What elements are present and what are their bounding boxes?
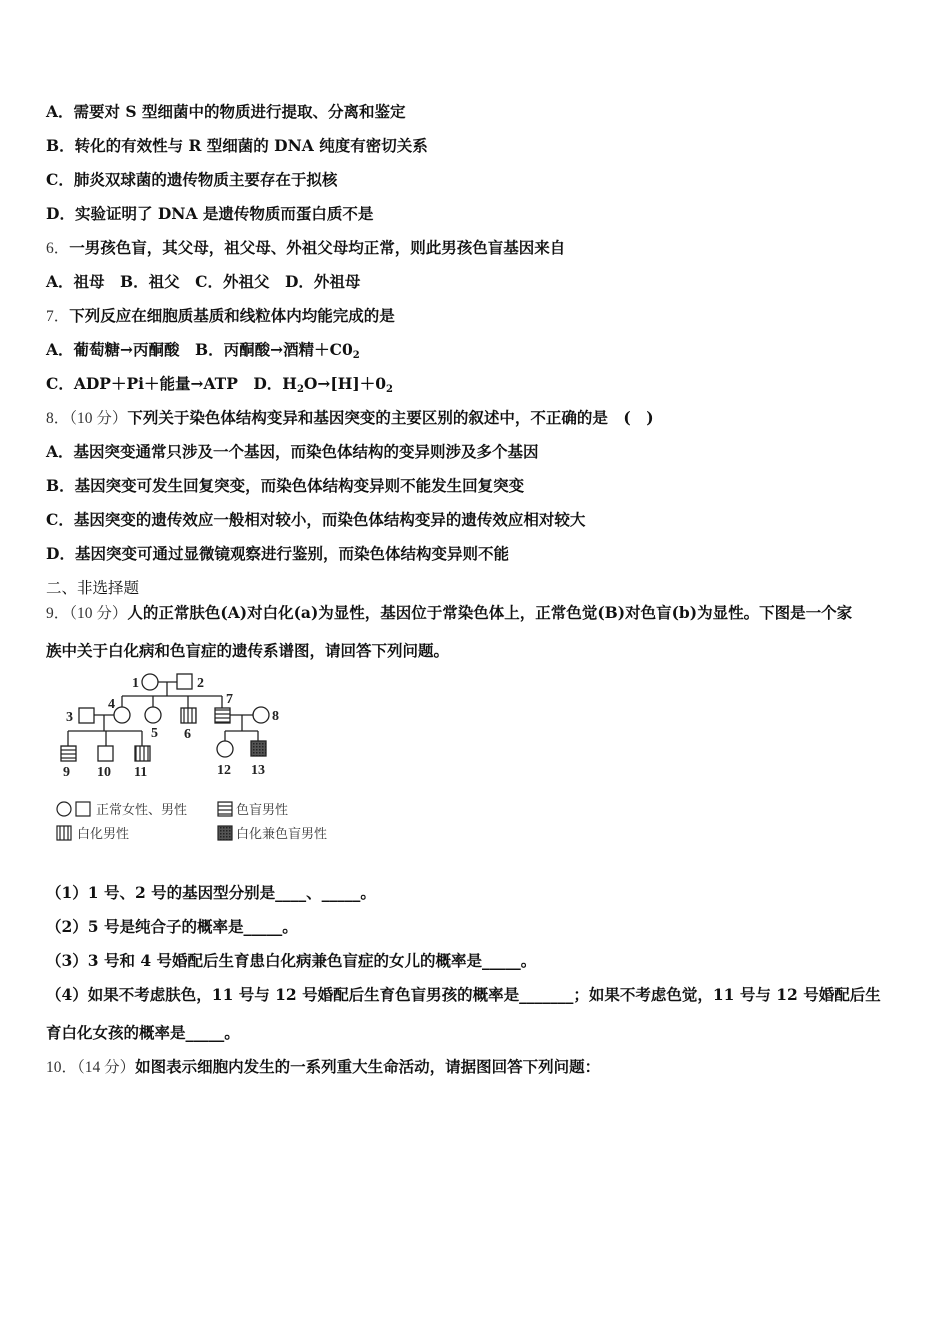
pedigree-label-8: 8 [272, 709, 279, 724]
q7-options-ab [46, 340, 360, 366]
q8-score: （10 分） [69, 410, 128, 427]
q5-option-c: C．肺炎双球菌的遗传物质主要存在于拟核 [46, 170, 338, 189]
q9-sub3: （3）3 号和 4 号婚配后生育患白化病兼色盲症的女儿的概率是_____。 [46, 951, 537, 970]
q7-options-cd [46, 374, 393, 400]
q7-options-ab-text: A．葡萄糖→丙酮酸 B．丙酮酸→酒精＋C0 [46, 340, 353, 359]
q6-options: A．祖母 B．祖父 C．外祖父 D．外祖母 [46, 272, 361, 291]
q8-option-a: A．基因突变通常只涉及一个基因，而染色体结构的变异则涉及多个基因 [46, 442, 539, 461]
q7-options-cd-text2: O→[H]＋0 [303, 374, 387, 393]
q9-stem-line1 [46, 603, 852, 624]
q8-stem: 下列关于染色体结构变异和基因突变的主要区别的叙述中，不正确的是 ( ) [127, 408, 654, 427]
q7-stem-line [46, 306, 395, 327]
q8-number: 8． [46, 410, 70, 427]
legend-normal-female-symbol [57, 802, 71, 816]
q9-number: 9． [46, 605, 70, 622]
q10-stem: 如图表示细胞内发生的一系列重大生命活动，请据图回答下列问题： [135, 1057, 601, 1076]
q9-sub4-line2: 育白化女孩的概率是_____。 [46, 1023, 240, 1042]
legend-colorblind-label: 色盲男性 [236, 803, 289, 818]
legend-albino-symbol [57, 826, 71, 840]
pedigree-label-10: 10 [97, 765, 111, 780]
pedigree-member-1 [142, 674, 158, 690]
q9-stem-line2: 族中关于白化病和色盲症的遗传系谱图，请回答下列问题。 [46, 641, 450, 660]
pedigree-member-3 [79, 708, 94, 723]
pedigree-member-10 [98, 746, 113, 761]
q7-options-ab-sub: 2 [352, 350, 360, 361]
q10-stem-line [46, 1057, 600, 1078]
q8-option-b: B．基因突变可发生回复突变，而染色体结构变异则不能发生回复突变 [46, 476, 525, 495]
pedigree-chart [46, 668, 356, 850]
q6-number: 6． [46, 240, 70, 257]
pedigree-member-11 [135, 746, 150, 761]
q9-sub2: （2）5 号是纯合子的概率是_____。 [46, 917, 298, 936]
pedigree-member-13 [251, 741, 266, 756]
pedigree-label-2: 2 [197, 676, 204, 691]
q8-option-d: D．基因突变可通过显微镜观察进行鉴别，而染色体结构变异则不能 [46, 544, 509, 563]
q9-stem-part1: 人的正常肤色(A)对白化(a)为显性，基因位于常染色体上，正常色觉(B)对色盲(b)为显性。下图是一个家 [127, 603, 853, 622]
pedigree-member-2 [177, 674, 192, 689]
pedigree-label-11: 11 [134, 765, 148, 780]
q6-stem-line [46, 238, 565, 259]
q10-number: 10． [46, 1059, 78, 1076]
legend-normal-male-symbol [76, 802, 90, 816]
pedigree-label-1: 1 [132, 676, 139, 691]
q6-stem: 一男孩色盲，其父母，祖父母、外祖父母均正常，则此男孩色盲基因来自 [69, 238, 566, 257]
pedigree-label-5: 5 [151, 726, 158, 741]
q5-option-a: A．需要对 S 型细菌中的物质进行提取、分离和鉴定 [46, 102, 406, 121]
q5-option-b: B．转化的有效性与 R 型细菌的 DNA 纯度有密切关系 [46, 136, 428, 155]
q7-options-cd-sub2: 2 [386, 384, 393, 395]
legend-normal-label: 正常女性、男性 [96, 803, 188, 818]
pedigree-label-3: 3 [66, 710, 73, 725]
q7-stem: 下列反应在细胞质基质和线粒体内均能完成的是 [69, 306, 395, 325]
legend-both-symbol [218, 826, 232, 840]
q5-option-d: D．实验证明了 DNA 是遗传物质而蛋白质不是 [46, 204, 374, 223]
q8-stem-line [46, 408, 654, 429]
legend-albino-label: 白化男性 [77, 827, 130, 842]
pedigree-member-4 [114, 707, 130, 723]
legend-both-label: 白化兼色盲男性 [236, 827, 328, 842]
legend-colorblind-symbol [218, 802, 232, 816]
q7-options-cd-text1: C．ADP＋Pi＋能量→ATP D．H [46, 374, 297, 393]
q7-options-cd-sub1: 2 [296, 384, 304, 395]
pedigree-member-8 [253, 707, 269, 723]
pedigree-member-5 [145, 707, 161, 723]
pedigree-member-6 [181, 708, 196, 723]
q10-score: （14 分） [77, 1059, 136, 1076]
pedigree-label-4: 4 [108, 697, 115, 712]
q9-score: （10 分） [69, 605, 128, 622]
pedigree-member-9 [61, 746, 76, 761]
pedigree-label-12: 12 [217, 763, 231, 778]
pedigree-member-12 [217, 741, 233, 757]
q7-number: 7． [46, 308, 70, 325]
pedigree-member-7 [215, 708, 230, 723]
pedigree-label-9: 9 [63, 765, 70, 780]
pedigree-label-6: 6 [184, 727, 191, 742]
q8-option-c: C．基因突变的遗传效应一般相对较小，而染色体结构变异的遗传效应相对较大 [46, 510, 586, 529]
section-heading: 二、非选择题 [46, 579, 140, 597]
q9-sub1: （1）1 号、2 号的基因型分别是____、_____。 [46, 883, 376, 902]
q9-sub4-line1: （4）如果不考虑肤色，11 号与 12 号婚配后生育色盲男孩的概率是_______；如果不考虑色觉，11 号与 12 号婚配后生 [46, 985, 881, 1004]
pedigree-label-13: 13 [251, 763, 265, 778]
pedigree-label-7: 7 [226, 692, 233, 707]
